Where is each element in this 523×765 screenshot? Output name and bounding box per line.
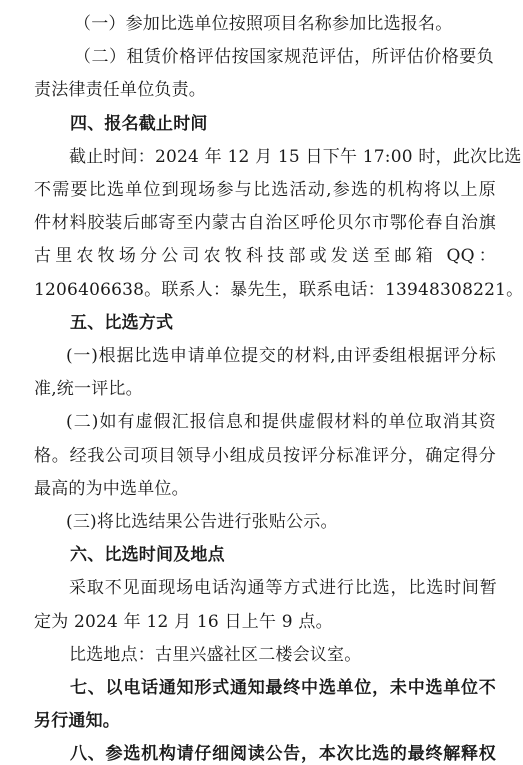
method-1-line-2: 准,统一评比。 (34, 379, 143, 399)
method-2-line-2: 格。经我公司项目领导小组成员按评分标准评分，确定得分 (34, 446, 496, 466)
deadline-line-1: 截止时间：2024 年 12 月 15 日下午 17:00 时，此次比选 (69, 147, 522, 167)
method-2-line-1: (二)如有虚假汇报信息和提供虚假材料的单位取消其资 (66, 412, 496, 432)
location-line: 比选地点：古里兴盛社区二楼会议室。 (69, 645, 362, 665)
clause-1-line: （一）参加比选单位按照项目名称参加比选报名。 (74, 14, 453, 34)
deadline-line-3: 件材料胶装后邮寄至内蒙古自治区呼伦贝尔市鄂伦春自治旗 (34, 213, 496, 233)
notice-line-2: 另行通知。 (34, 711, 120, 731)
clause-2-line-2: 责法律责任单位负责。 (34, 80, 206, 100)
deadline-line-4: 古里农牧场分公司农牧科技部或发送至邮箱 QQ： (34, 246, 496, 266)
contact-line: 1206406638。联系人：暴先生，联系电话：13948308221。 (34, 280, 523, 300)
notice-line-1: 七、以电话通知形式通知最终中选单位，未中选单位不 (70, 678, 496, 698)
deadline-line-2: 不需要比选单位到现场参与比选活动,参选的机构将以上原 (34, 180, 496, 200)
section-heading-5: 五、比选方式 (70, 313, 174, 333)
method-3-line: (三)将比选结果公告进行张贴公示。 (66, 512, 338, 532)
interpretation-line: 八、参选机构请仔细阅读公告，本次比选的最终解释权 (70, 744, 496, 764)
method-2-line-3: 最高的为中选单位。 (34, 479, 189, 499)
method-1-line-1: (一)根据比选申请单位提交的材料,由评委组根据评分标 (66, 346, 496, 366)
section-heading-6: 六、比选时间及地点 (70, 545, 225, 565)
section-heading-4: 四、报名截止时间 (70, 114, 208, 134)
clause-2-line-1: （二）租赁价格评估按国家规范评估，所评估价格要负 (74, 47, 494, 67)
time-line-1: 采取不见面现场电话沟通等方式进行比选，比选时间暂 (69, 578, 497, 598)
time-line-2: 定为 2024 年 12 月 16 日上午 9 点。 (34, 612, 333, 632)
